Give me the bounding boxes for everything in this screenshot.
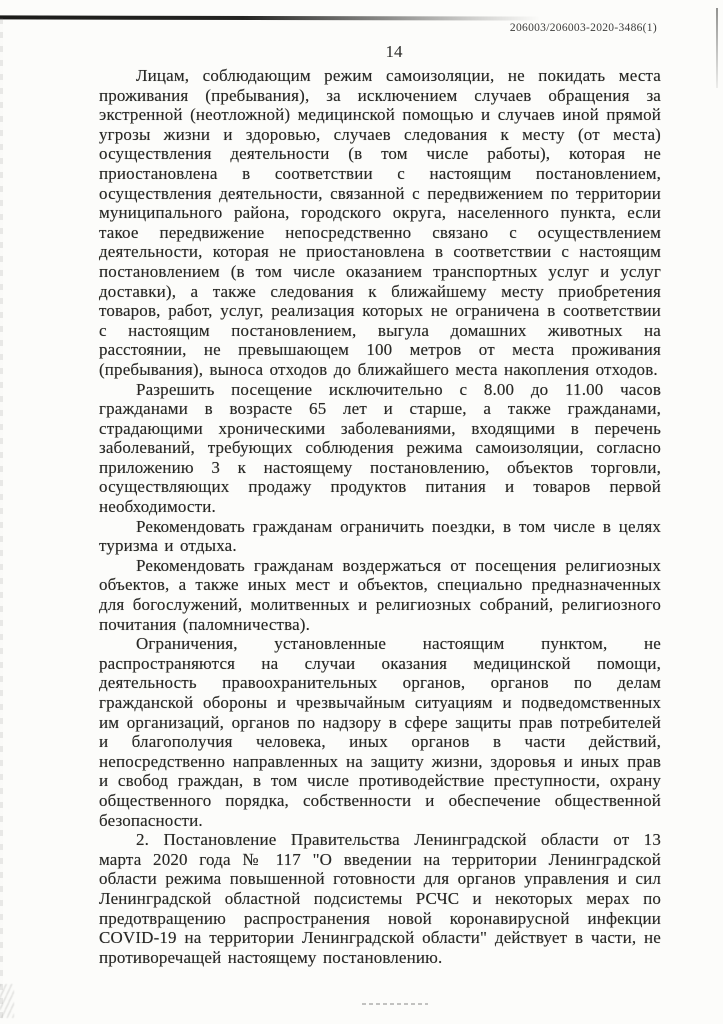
paragraph-shopping-hours-seniors: Разрешить посещение исключительно с 8.00 до 11.00 часов гражданами в возрасте 65 лет и старше, а также гражданами, страдающими хроническими заболеваниями, входящими в перечень заболеваний, требующих соблюдения режима самоизоляции, согласно приложению 3 к настоящему постановлению, объектов торговли, осуществляющих продажу продуктов питания и товаров первой необходимости. [99, 379, 661, 517]
page-number: 14 [385, 42, 403, 61]
document-reference-number: 206003/206003-2020-3486(1) [509, 22, 657, 34]
paragraph-religious-sites-recommendation: Рекомендовать гражданам воздержаться от посещения религиозных объектов, а также иных мест и объектов, специально предназначенных для богослужений, молитвенных и религиозных собраний, религиозного почитания (паломничества). [99, 555, 661, 634]
scan-artifact-bottom-dash [362, 1003, 428, 1005]
scan-artifact-bottom-left-corner [0, 984, 14, 1018]
paragraph-restriction-exemptions: Ограничения, установленные настоящим пунктом, не распространяются на случаи оказания медицинской помощи, деятельность правоохранительных органов, органов по делам гражданской обороны и чрезвычайным ситуациям и подведомственных им организаций, органов по надзору в сфере защиты прав потребителей и благополучия человека, иных органов в части действий, непосредственно направленных на защиту жизни, здоровья и иных прав и свобод граждан, в том числе противодействие преступности, охрану общественного порядка, собственности и обеспечение общественной безопасности. [99, 634, 661, 830]
scan-edge-artifact-right [716, 8, 718, 88]
scan-edge-artifact-top [0, 15, 540, 20]
paragraph-travel-recommendation: Рекомендовать гражданам ограничить поездки, в том числе в целях туризма и отдыха. [99, 516, 661, 556]
scan-edge-artifact-left [0, 18, 3, 1018]
document-body [99, 66, 661, 967]
paragraph-self-isolation-rules: Лицам, соблюдающим режим самоизоляции, не покидать места проживания (пребывания), за исключением случаев обращения за экстренной (неотложной) медицинской помощью и случаев иной прямой угрозы жизни и здоровью, случаев следования к месту (от места) осуществления деятельности (в том числе работы), которая не приостановлена в соответствии с настоящим постановлением, осуществления деятельности, связанной с передвижением по территории муниципального района, городского округа, населенного пункта, если такое передвижение непосредственно связано с осуществлением деятельности, которая не приостановлена в соответствии с настоящим постановлением (в том числе оказанием транспортных услуг и услуг доставки), а также следования к ближайшему месту приобретения товаров, работ, услуг, реализация которых не ограничена в соответствии с настоящим постановлением, выгула домашних животных на расстоянии, не превышающем 100 метров от места проживания (пребывания), выноса отходов до ближайшего места накопления отходов. [99, 66, 661, 379]
paragraph-resolution-117-validity: 2. Постановление Правительства Ленинградской области от 13 марта 2020 года № 117 "О введении на территории Ленинградской области режима повышенной готовности для органов управления и сил Ленинградской областной подсистемы РСЧС и некоторых мерах по предотвращению распространения новой коронавирусной инфекции COVID-19 на территории Ленинградской области" действует в части, не противоречащей настоящему постановлению. [99, 830, 661, 967]
